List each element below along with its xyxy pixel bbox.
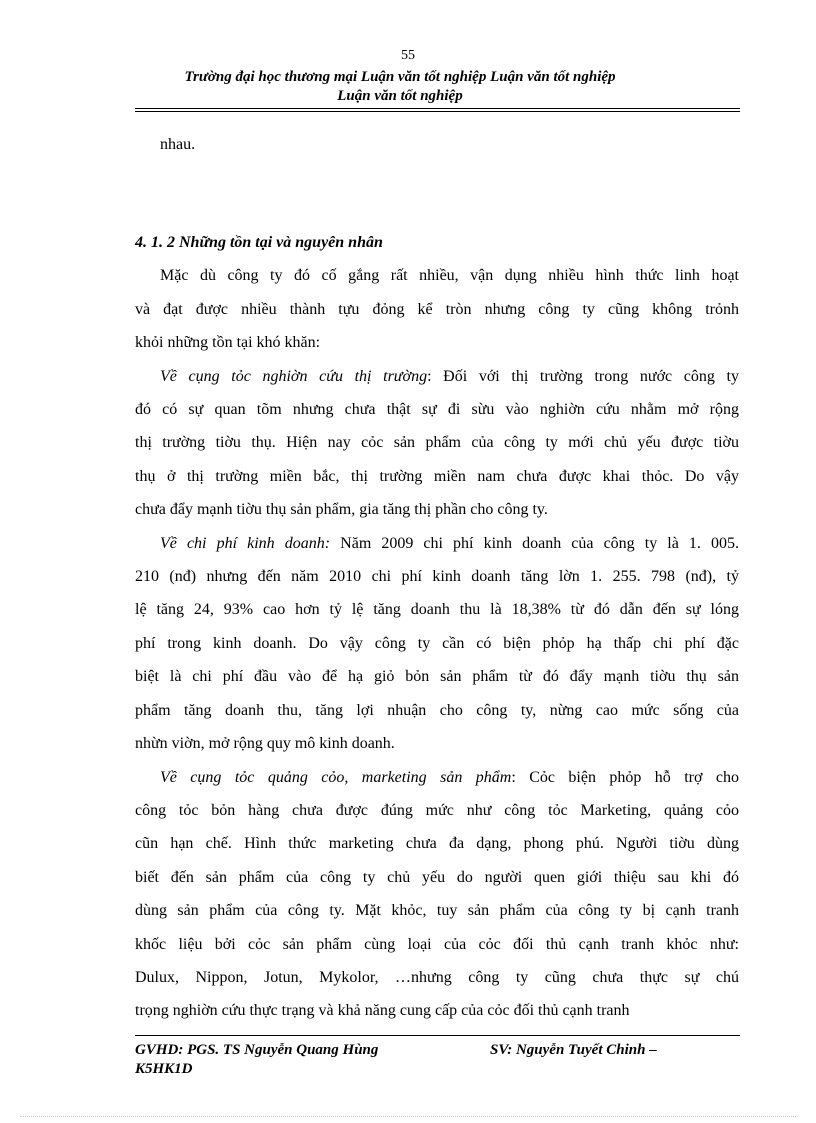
header-rule-top xyxy=(135,108,740,109)
text-line xyxy=(135,360,739,393)
page-header xyxy=(120,68,680,106)
header-title-line1: Trường đại học thương mại Luận văn tốt nghiệp Luận văn tốt nghiệp xyxy=(184,69,616,85)
text-line: Mặc dù công ty đó cố gắng rất nhiều, vận dụng nhiều hình thức linh hoạt xyxy=(160,267,739,285)
page-edge-divider xyxy=(20,1116,796,1117)
text-line: nhừn viờn, mở rộng quy mô kinh doanh. xyxy=(135,735,395,753)
footer-student: SV: Nguyễn Tuyết Chinh – xyxy=(490,1042,657,1058)
footer-rule xyxy=(135,1035,740,1036)
page-number: 55 xyxy=(401,48,415,63)
header-rule-bottom xyxy=(135,111,740,112)
text-line: lệ tăng 24, 93% cao hơn tỷ lệ tăng doanh thu là 18,38% từ đó dẫn đến sự lóng xyxy=(135,601,739,619)
text-line xyxy=(135,527,739,560)
footer-class-code: K5HK1D xyxy=(135,1061,193,1077)
text-line: biết đến sản phẩm của công ty chủ yếu do người quen giới thiệu sau khi đó xyxy=(135,868,739,886)
footer-supervisor: GVHD: PGS. TS Nguyễn Quang Hùng xyxy=(135,1042,379,1058)
text-line: chưa đẩy mạnh tiờu thụ sản phẩm, gia tăng thị phần cho công ty. xyxy=(135,501,548,519)
text-line: cũn hạn chế. Hình thức marketing chưa đa dạng, phong phú. Người tiờu dùng xyxy=(135,835,739,853)
text-line: phí trong kinh doanh. Do vậy công ty cần có biện phỏp hạ thấp chi phí đặc xyxy=(135,634,739,652)
text-line: 210 (nđ) nhưng đến năm 2010 chi phí kinh doanh tăng lờn 1. 255. 798 (nđ), tỷ xyxy=(135,568,739,586)
text-line: công tỏc bỏn hàng chưa được đúng mức như công tỏc Marketing, quảng cỏo xyxy=(135,801,739,819)
text-line: dùng sản phẩm của công ty. Mặt khỏc, tuy sản phẩm của công ty bị cạnh tranh xyxy=(135,902,739,920)
text-line xyxy=(135,761,739,794)
text-line: biệt là chi phí đầu vào để hạ giỏ bỏn sản phẩm từ đó đẩy mạnh tiờu thụ sản xyxy=(135,668,739,686)
text-line: trọng nghiờn cứu thực trạng và khả năng cung cấp của cỏc đối thủ cạnh tranh xyxy=(135,1002,630,1020)
text-run: Năm 2009 chi phí kinh doanh của công ty là 1. 005. xyxy=(330,534,739,552)
text-line: thụ ở thị trường miền bắc, thị trường miền nam chưa được khai thỏc. Do vậy xyxy=(135,467,739,485)
text-line: thị trường tiờu thụ. Hiện nay cỏc sản phẩm của công ty mới chủ yếu được tiờu xyxy=(135,434,739,452)
text-line: và đạt được nhiều thành tựu đỏng kể tròn nhưng công ty cũng không trỏnh xyxy=(135,300,739,318)
text-line: phẩm tăng doanh thu, tăng lợi nhuận cho công ty, nừng cao mức sống của xyxy=(135,701,739,719)
text-run: : Cỏc biện phỏp hỗ trợ cho xyxy=(511,768,740,786)
text-line: khỏi những tồn tại khó khăn: xyxy=(135,334,321,352)
text-line: nhau. xyxy=(160,136,196,153)
text-run: : Đối với thị trường trong nước công ty xyxy=(427,367,739,385)
header-title-line2: Luận văn tốt nghiệp xyxy=(337,88,463,104)
paragraph-label: Về chi phí kinh doanh: xyxy=(160,534,331,552)
section-body xyxy=(135,226,739,1028)
paragraph-label: Về cụng tỏc quảng cỏo, marketing sản phẩm xyxy=(160,768,512,786)
continued-text xyxy=(135,128,739,161)
paragraph-label: Về cụng tỏc nghiờn cứu thị trường xyxy=(160,367,428,385)
text-line: Dulux, Nippon, Jotun, Mykolor, …nhưng công ty cũng chưa thực sự chú xyxy=(135,968,739,986)
text-line: đó có sự quan tõm nhưng chưa thật sự đi sừu vào nghiờn cứu nhằm mở rộng xyxy=(135,401,739,419)
section-heading: 4. 1. 2 Những tồn tại và nguyên nhân xyxy=(135,234,383,251)
text-line: khốc liệu bởi cỏc sản phẩm cùng loại của cỏc đối thủ cạnh tranh khỏc như: xyxy=(135,935,739,953)
